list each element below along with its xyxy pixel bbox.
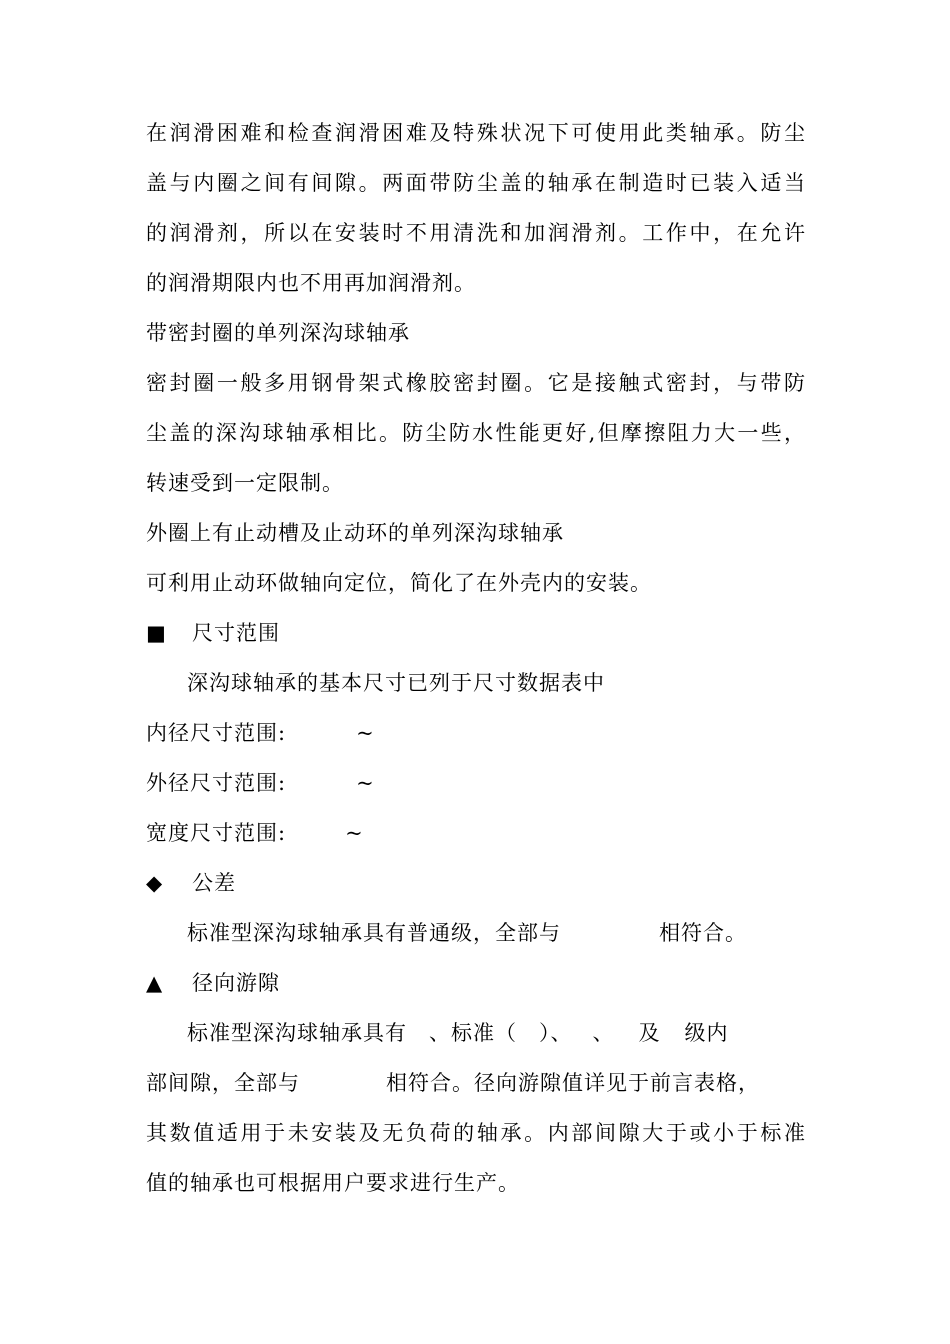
clearance-line-2	[146, 1068, 806, 1098]
paragraph-snap-ring: 可利用止动环做轴向定位，简化了在外壳内的安装。	[146, 571, 652, 595]
clearance-l2-b: 相符合。径向游隙值详见于前言表格，	[386, 1071, 760, 1095]
clearance-l1-b: 、标准（	[429, 1021, 517, 1045]
section-heading-size-range	[146, 618, 806, 648]
clearance-l1-e: 及	[638, 1021, 661, 1045]
triangle-bullet-icon: ▲	[146, 971, 164, 995]
clearance-l1-d: 、	[592, 1021, 615, 1045]
size-range-intro: 深沟球轴承的基本尺寸已列于尺寸数据表中	[187, 671, 605, 695]
inner-diameter-row	[146, 718, 806, 748]
paragraph-dustcover-line-2: 盖与内圈之间有间隙。两面带防尘盖的轴承在制造时已装入适当	[146, 171, 806, 195]
outer-diameter-row	[146, 768, 806, 798]
paragraph-dustcover-line-3: 的润滑剂，所以在安装时不用清洗和加润滑剂。工作中，在允许	[146, 221, 806, 245]
clearance-l1-f: 级内	[684, 1021, 729, 1045]
paragraph-dustcover-line-1: 在润滑困难和检查润滑困难及特殊状况下可使用此类轴承。防尘	[146, 121, 806, 145]
square-bullet-icon: ■	[146, 621, 167, 645]
paragraph-seal-line-1: 密封圈一般多用钢骨架式橡胶密封圈。它是接触式密封，与带防	[146, 371, 806, 395]
heading-snap-ring-bearing: 外圈上有止动槽及止动环的单列深沟球轴承	[146, 521, 564, 545]
clearance-l1-a: 标准型深沟球轴承具有	[187, 1021, 407, 1045]
width-separator: ~	[345, 821, 364, 845]
tolerance-text-a: 标准型深沟球轴承具有普通级，全部与	[187, 921, 561, 945]
outer-diameter-separator: ~	[356, 771, 375, 795]
section-heading-radial-clearance	[146, 968, 806, 998]
section-title-tolerance: 公差	[192, 871, 236, 895]
section-title-radial-clearance: 径向游隙	[192, 971, 280, 995]
width-row	[146, 818, 806, 848]
section-heading-tolerance	[146, 868, 806, 898]
tolerance-text-b: 相符合。	[659, 921, 747, 945]
tolerance-text	[187, 918, 806, 948]
inner-diameter-separator: ~	[356, 721, 375, 745]
clearance-l1-c: ）、	[539, 1021, 573, 1045]
section-title-size-range: 尺寸范围	[192, 621, 280, 645]
diamond-bullet-icon: ◆	[146, 871, 164, 895]
width-label: 宽度尺寸范围:	[146, 821, 287, 845]
outer-diameter-label: 外径尺寸范围:	[146, 771, 287, 795]
clearance-l2-a: 部间隙，全部与	[146, 1071, 300, 1095]
heading-sealed-bearing: 带密封圈的单列深沟球轴承	[146, 321, 410, 345]
inner-diameter-label: 内径尺寸范围:	[146, 721, 287, 745]
clearance-line-4: 值的轴承也可根据用户要求进行生产。	[146, 1171, 520, 1195]
paragraph-seal-line-2: 尘盖的深沟球轴承相比。防尘防水性能更好,但摩擦阻力大一些，	[146, 421, 806, 445]
paragraph-seal-line-3: 转速受到一定限制。	[146, 471, 344, 495]
paragraph-dustcover-line-4: 的润滑期限内也不用再加润滑剂。	[146, 271, 476, 295]
clearance-line-1	[187, 1018, 806, 1048]
clearance-line-3: 其数值适用于未安装及无负荷的轴承。内部间隙大于或小于标准	[146, 1121, 806, 1145]
